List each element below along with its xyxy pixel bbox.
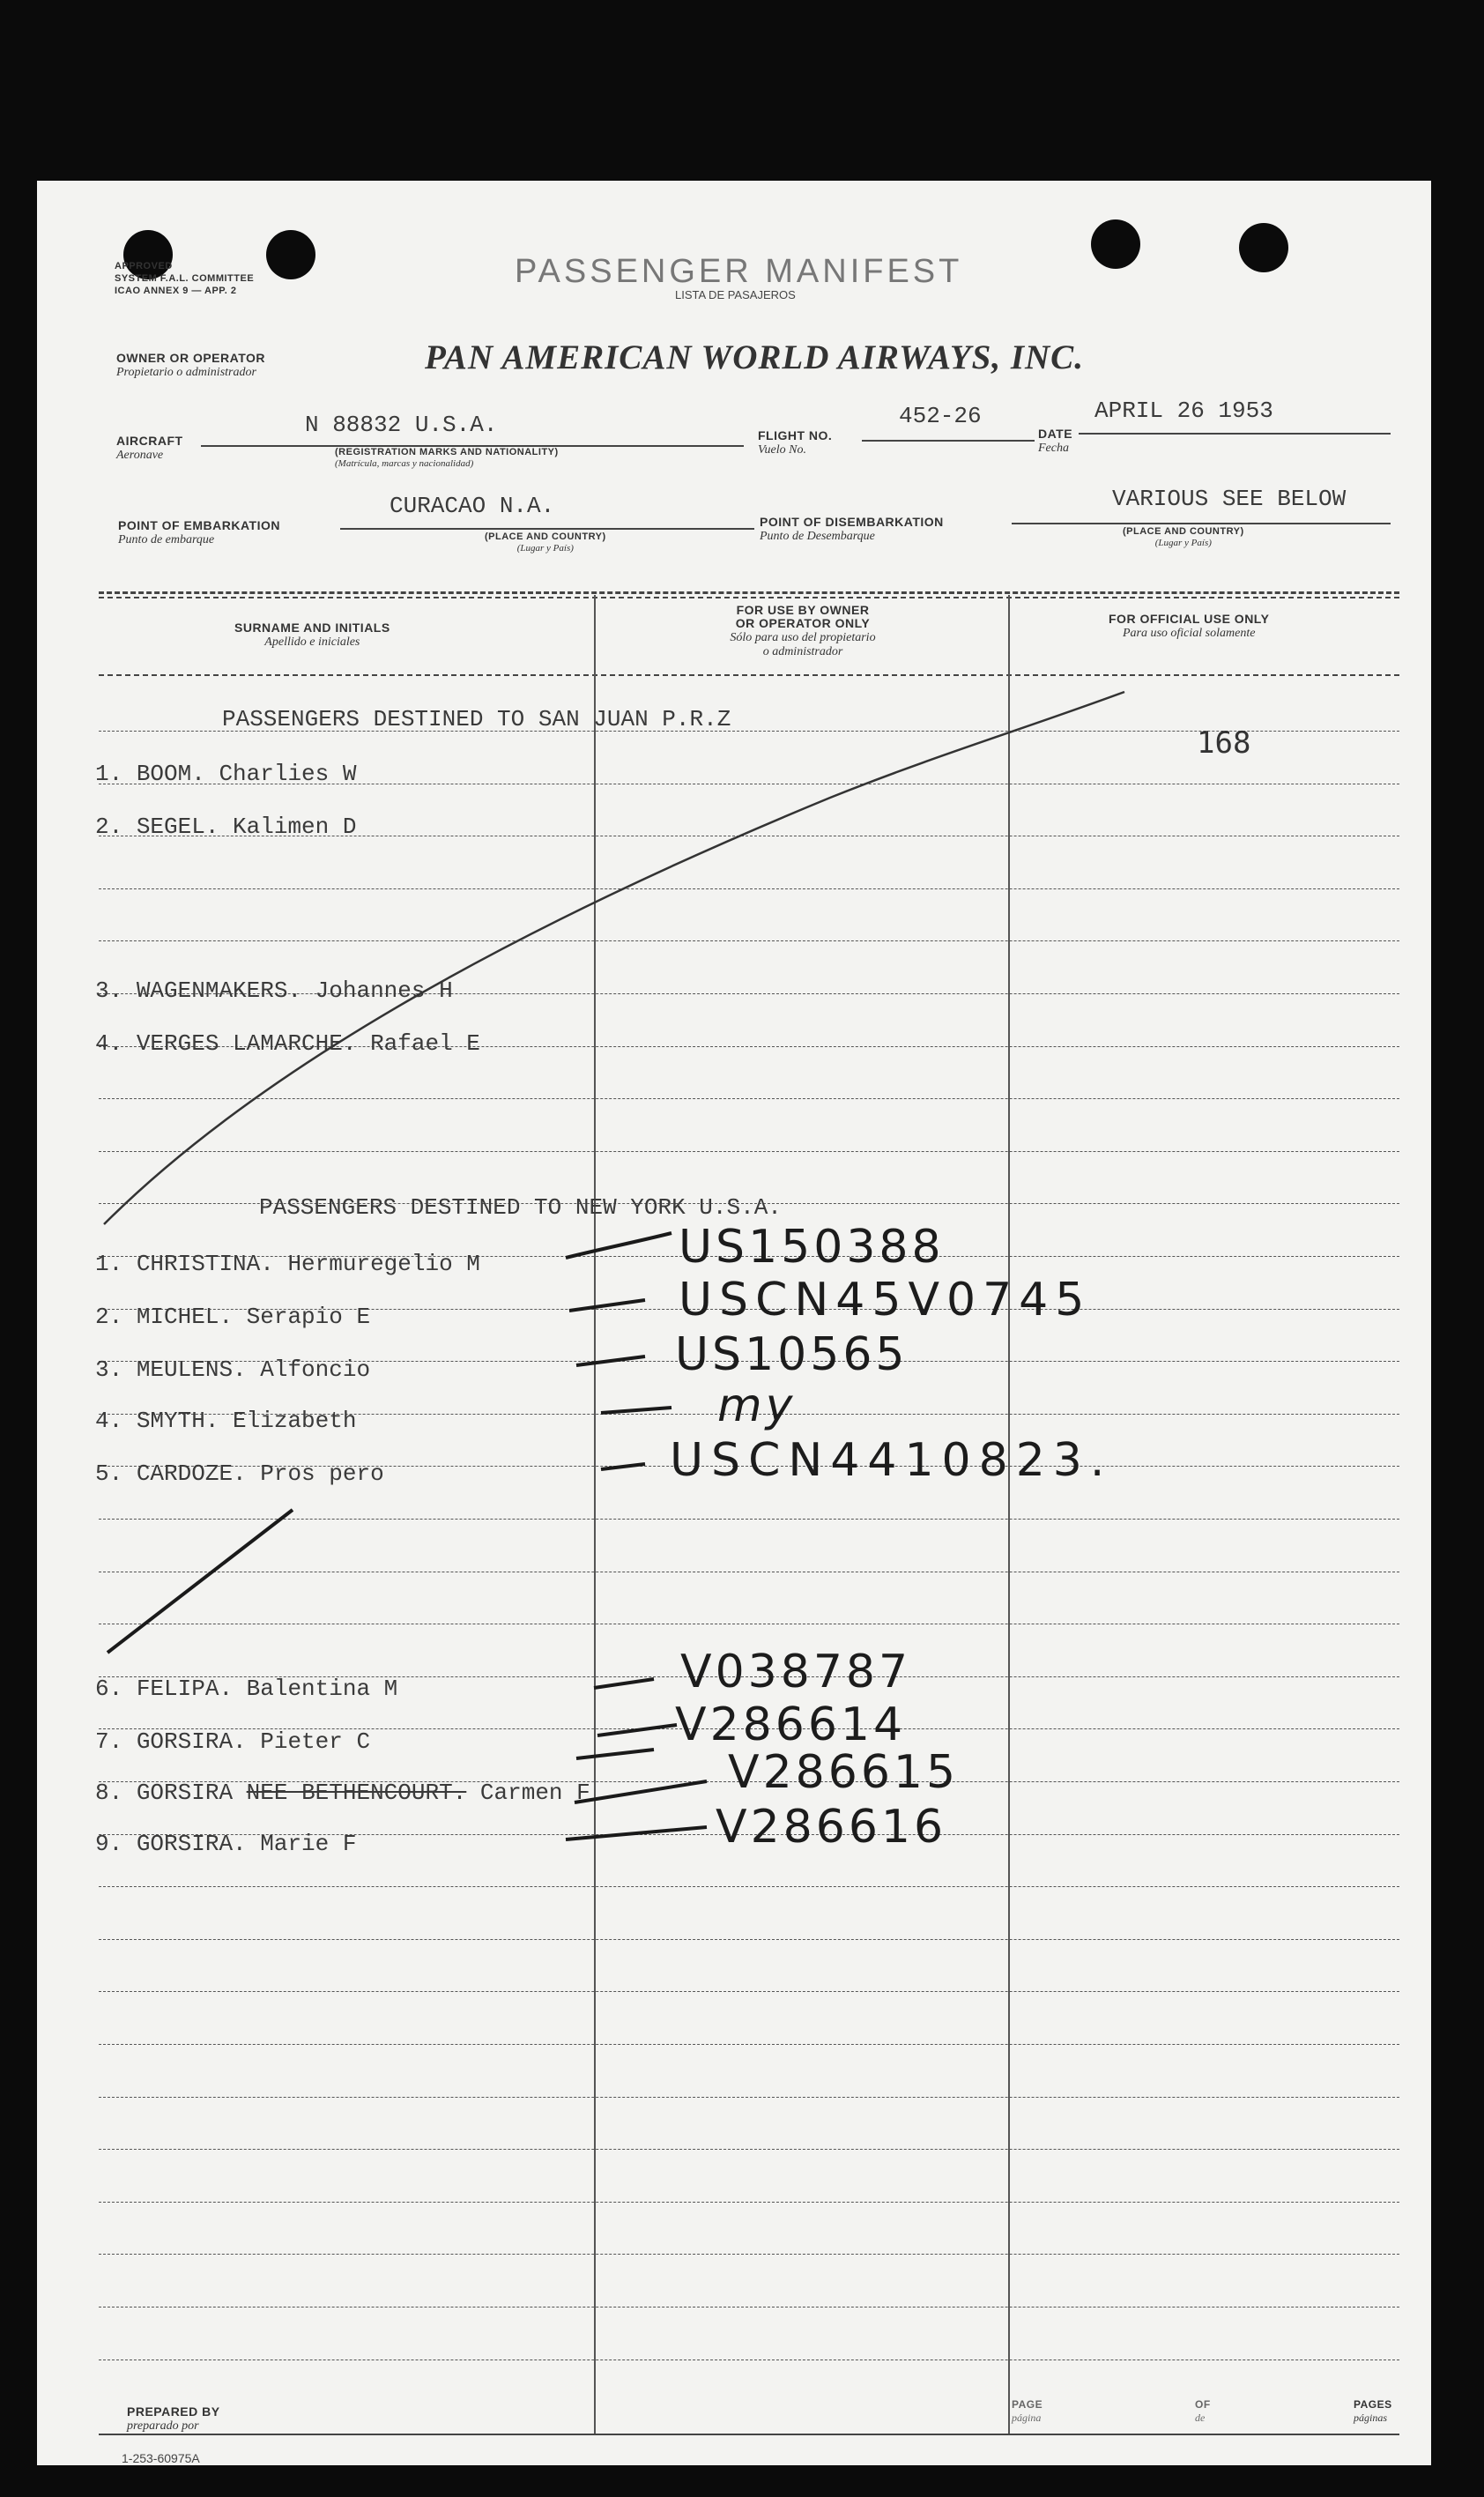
passenger-name: BOOM. Charlies W xyxy=(136,761,357,787)
operator-label-es: Propietario o administrador xyxy=(116,366,256,379)
passenger-num: 9. xyxy=(95,1831,123,1857)
dash-stroke-4 xyxy=(601,1408,672,1413)
passenger-sj-2 xyxy=(95,814,356,840)
header-rule-top-2 xyxy=(99,597,1399,598)
passenger-name: CHRISTINA. Hermuregelio M xyxy=(136,1251,480,1277)
passenger-num: 3. xyxy=(95,977,123,1004)
passenger-name: GORSIRA. Pieter C xyxy=(136,1728,371,1755)
embarkation-caption xyxy=(485,531,606,554)
passenger-sj-4 xyxy=(95,1030,480,1057)
page-subtitle: LISTA DE PASAJEROS xyxy=(675,288,796,301)
passenger-sj-3 xyxy=(95,977,453,1004)
prepared-by-es: preparado por xyxy=(127,2419,199,2433)
ruled-row-line xyxy=(99,2254,1399,2255)
flight-label-block xyxy=(758,429,832,457)
page-label-es: página xyxy=(1012,2412,1042,2424)
group-heading-new-york: PASSENGERS DESTINED TO NEW YORK U.S.A. xyxy=(259,1194,782,1221)
embarkation-label: POINT OF EMBARKATION xyxy=(118,518,280,532)
operator-label-block xyxy=(116,352,265,379)
dash-stroke-1 xyxy=(566,1233,672,1258)
dash-stroke-6 xyxy=(594,1679,654,1688)
flight-line xyxy=(862,440,1035,442)
header-rule-top xyxy=(99,591,1399,594)
dash-stroke-10 xyxy=(566,1827,707,1839)
passenger-name: SMYTH. Elizabeth xyxy=(136,1408,357,1434)
passenger-sj-1 xyxy=(95,761,356,787)
doc-number-4: my xyxy=(717,1379,797,1432)
disembarkation-value: VARIOUS SEE BELOW xyxy=(1112,486,1347,512)
header-rule-bottom xyxy=(99,674,1399,676)
of-label xyxy=(1195,2398,1211,2425)
dash-stroke-7 xyxy=(597,1725,677,1735)
pages-label xyxy=(1354,2398,1392,2425)
disembarkation-line xyxy=(1012,523,1391,524)
column-divider-1 xyxy=(594,595,596,2435)
embarkation-caption-es: (Lugar y País) xyxy=(516,543,574,554)
flight-label: FLIGHT NO. xyxy=(758,428,833,442)
passenger-num: 1. xyxy=(95,761,123,787)
doc-number-8: V286615 xyxy=(728,1746,960,1799)
ruled-row-line xyxy=(99,1991,1399,1992)
form-ref-line1: APPROVED xyxy=(115,261,173,271)
passenger-ny-6 xyxy=(95,1676,397,1702)
passenger-num: 5. xyxy=(95,1460,123,1487)
form-number: 1-253-60975A xyxy=(122,2451,200,2465)
passenger-num: 3. xyxy=(95,1356,123,1383)
column-header-official-en: FOR OFFICIAL USE ONLY xyxy=(1109,612,1270,626)
doc-number-5: USCN4410823. xyxy=(670,1434,1113,1487)
ruled-row-line xyxy=(99,2044,1399,2045)
ruled-row-line xyxy=(99,1939,1399,1940)
column-header-name xyxy=(234,621,390,649)
doc-number-9: V286616 xyxy=(716,1801,947,1854)
ruled-row-line xyxy=(99,2097,1399,2098)
ruled-row-line xyxy=(99,2149,1399,2150)
passenger-ny-8 xyxy=(95,1780,590,1806)
pages-label-es: páginas xyxy=(1354,2412,1388,2424)
disembarkation-label-block xyxy=(760,516,944,543)
passenger-name: CARDOZE. Pros pero xyxy=(136,1460,384,1487)
passenger-num: 4. xyxy=(95,1030,123,1057)
doc-number-7: V286614 xyxy=(675,1698,907,1751)
passenger-num: 2. xyxy=(95,1304,123,1330)
passenger-num: 8. xyxy=(95,1780,123,1806)
disembarkation-caption-en: (PLACE AND COUNTRY) xyxy=(1123,526,1244,537)
form-ref-line2: SYSTEM F.A.L. COMMITTEE xyxy=(115,273,255,284)
embarkation-label-block xyxy=(118,519,280,546)
flight-label-es: Vuelo No. xyxy=(758,443,806,457)
official-note-168: 168 xyxy=(1197,725,1251,761)
of-label-en: OF xyxy=(1195,2398,1211,2411)
column-header-official-es: Para uso oficial solamente xyxy=(1122,627,1256,640)
operator-name: PAN AMERICAN WORLD AIRWAYS, INC. xyxy=(425,338,1084,376)
manifest-sheet xyxy=(37,181,1431,2465)
column-header-name-en: SURNAME AND INITIALS xyxy=(234,621,390,635)
ruled-row-line xyxy=(99,888,1399,889)
aircraft-caption-en: (REGISTRATION MARKS AND NATIONALITY) xyxy=(335,447,559,457)
date-label: DATE xyxy=(1038,427,1073,441)
operator-label: OWNER OR OPERATOR xyxy=(116,351,265,365)
aircraft-label-es: Aeronave xyxy=(116,449,164,462)
flight-date: APRIL 26 1953 xyxy=(1094,398,1273,424)
pages-label-en: PAGES xyxy=(1354,2398,1392,2411)
ruled-row-line xyxy=(99,1519,1399,1520)
ruled-row-line xyxy=(99,1151,1399,1152)
column-header-official xyxy=(1109,613,1269,640)
column-header-owner-es1: Sólo para uso del propietario xyxy=(730,631,876,644)
passenger-ny-1 xyxy=(95,1251,480,1277)
page-label-en: PAGE xyxy=(1012,2398,1043,2411)
passenger-name: WAGENMAKERS. Johannes H xyxy=(136,977,453,1004)
ruled-row-line xyxy=(99,940,1399,941)
date-label-block xyxy=(1038,427,1072,455)
date-label-es: Fecha xyxy=(1038,442,1069,455)
embarkation-line xyxy=(340,528,754,530)
passenger-num: 7. xyxy=(95,1728,123,1755)
aircraft-caption xyxy=(335,447,559,470)
passenger-name: MEULENS. Alfoncio xyxy=(136,1356,371,1383)
page-label xyxy=(1012,2398,1043,2425)
passenger-num: 1. xyxy=(95,1251,123,1277)
ruled-row-line xyxy=(99,1886,1399,1887)
disembarkation-label: POINT OF DISEMBARKATION xyxy=(760,515,944,529)
doc-number-6: V038787 xyxy=(680,1646,912,1698)
doc-number-1: US150388 xyxy=(679,1221,945,1274)
column-header-owner xyxy=(710,604,895,658)
prepared-by-label xyxy=(127,2405,220,2433)
passenger-name: VERGES LAMARCHE. Rafael E xyxy=(136,1030,480,1057)
passenger-ny-2 xyxy=(95,1304,370,1330)
passenger-name: FELIPA. Balentina M xyxy=(136,1676,398,1702)
passenger-name: GORSIRA. Marie F xyxy=(136,1831,357,1857)
punch-hole-3 xyxy=(1091,219,1140,269)
doc-number-3: US10565 xyxy=(675,1328,909,1381)
flight-number: 452-26 xyxy=(899,403,982,429)
prepared-by-en: PREPARED BY xyxy=(127,2404,220,2419)
aircraft-caption-es: (Matrícula, marcas y nacionalidad) xyxy=(335,458,474,469)
embarkation-label-es: Punto de embarque xyxy=(118,533,215,546)
passenger-num: 4. xyxy=(95,1408,123,1434)
dash-stroke-8 xyxy=(576,1750,654,1758)
column-header-owner-es2: o administrador xyxy=(762,645,843,658)
passenger-name: SEGEL. Kalimen D xyxy=(136,814,357,840)
passenger-ny-5 xyxy=(95,1460,384,1487)
form-approval-ref xyxy=(115,260,254,297)
passenger-name: MICHEL. Serapio E xyxy=(136,1304,371,1330)
passenger-ny-9 xyxy=(95,1831,356,1857)
doc-number-2: USCN45V0745 xyxy=(679,1274,1092,1327)
embarkation-value: CURACAO N.A. xyxy=(390,493,555,519)
embarkation-caption-en: (PLACE AND COUNTRY) xyxy=(485,531,606,542)
column-header-owner-line1: FOR USE BY OWNER xyxy=(736,603,870,617)
ruled-row-line xyxy=(99,1098,1399,1099)
punch-hole-2 xyxy=(266,230,315,279)
punch-hole-4 xyxy=(1239,223,1288,272)
column-header-owner-line2: OR OPERATOR ONLY xyxy=(735,616,871,630)
date-line xyxy=(1079,433,1391,435)
disembarkation-caption xyxy=(1123,526,1244,549)
page-title: PASSENGER MANIFEST xyxy=(515,253,963,290)
passenger-num: 6. xyxy=(95,1676,123,1702)
column-divider-2 xyxy=(1008,595,1010,2435)
short-diagonal-stroke xyxy=(108,1510,293,1653)
passenger-num: 2. xyxy=(95,814,123,840)
footer-rule xyxy=(99,2434,1399,2435)
aircraft-label: AIRCRAFT xyxy=(116,434,183,448)
passenger-ny-4 xyxy=(95,1408,356,1434)
passenger-name-struck: NEE BETHENCOURT. xyxy=(246,1780,467,1806)
passenger-name-surname: GORSIRA xyxy=(136,1780,234,1806)
aircraft-label-block xyxy=(116,435,183,462)
passenger-name-given: Carmen F xyxy=(479,1780,590,1806)
disembarkation-caption-es: (Lugar y País) xyxy=(1154,538,1212,548)
passenger-ny-3 xyxy=(95,1356,370,1383)
group-heading-san-juan: PASSENGERS DESTINED TO SAN JUAN P.R.Z xyxy=(222,706,731,732)
dash-stroke-5 xyxy=(601,1464,645,1469)
ruled-row-line xyxy=(99,2202,1399,2203)
aircraft-value: N 88832 U.S.A. xyxy=(305,412,498,438)
disembarkation-label-es: Punto de Desembarque xyxy=(760,530,875,543)
passenger-ny-7 xyxy=(95,1728,370,1755)
of-label-es: de xyxy=(1195,2412,1206,2424)
form-ref-line3: ICAO ANNEX 9 — APP. 2 xyxy=(115,286,237,296)
column-header-name-es: Apellido e iniciales xyxy=(264,635,360,649)
